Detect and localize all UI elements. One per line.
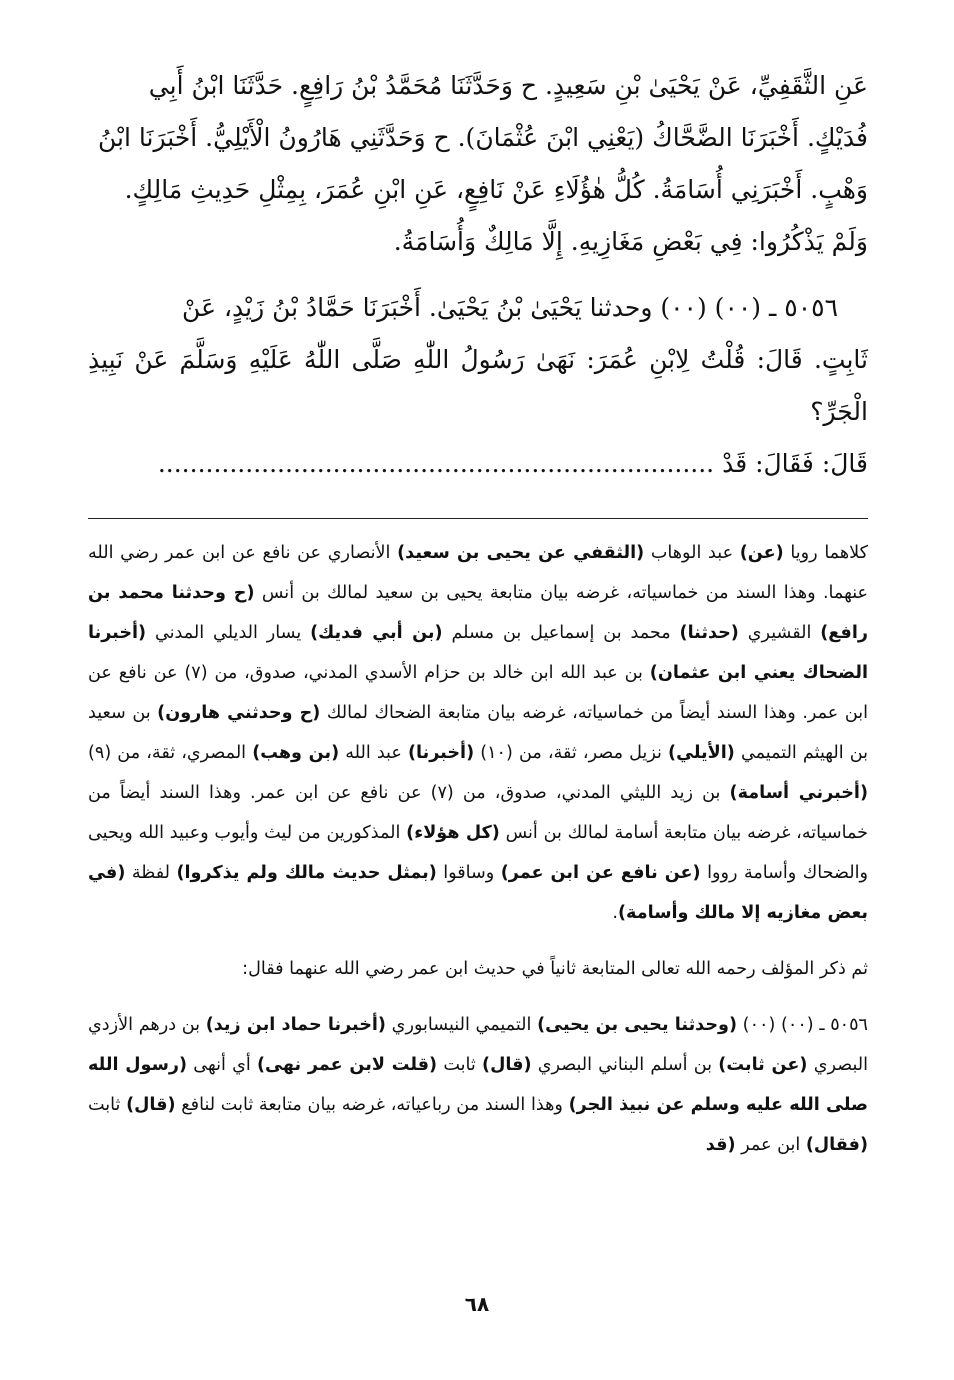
- commentary-paragraph: [88, 1005, 868, 1165]
- text-run: الأنصاري عن نافع عن ابن عمر رضي الله عنهما. وهذا السند من خماسياته، غرضه بيان متابعة يحيى بن سعيد لمالك بن أنس: [88, 543, 868, 603]
- hadith-entry-line: ٥٠٥٦ ـ (٠٠) (٠٠) وحدثنا يَحْيَىٰ بْنُ يَحْيَىٰ. أَخْبَرَنَا حَمَّادُ بْنُ زَيْدٍ، عَنْ: [182, 293, 838, 322]
- bold-text-run: (أخبرني أسامة): [729, 783, 869, 803]
- text-run: عبد الوهاب: [644, 543, 740, 563]
- bold-text-run: (عن ثابت): [718, 1055, 808, 1075]
- text-run: .: [612, 903, 619, 923]
- bold-text-run: (رسول الله صلى الله عليه وسلم عن نبيذ الجر): [88, 1055, 868, 1115]
- bold-text-run: (حدثنا): [679, 623, 739, 643]
- hadith-text: [88, 60, 868, 490]
- bold-text-run: (أخبرنا): [407, 743, 475, 763]
- hadith-entry-line: ثَابِتٍ. قَالَ: قُلْتُ لِابْنِ عُمَرَ: نَهَىٰ رَسُولُ اللّٰهِ صَلَّى اللّٰهُ عَلَيْهِ وَسَلَّمَ عَنْ نَبِيذِ الْجَرِّ؟: [88, 345, 868, 426]
- text-run: وساقوا: [436, 863, 501, 883]
- footnote-divider: [88, 518, 868, 519]
- bold-text-run: (كل هؤلاء): [406, 823, 500, 843]
- book-page: [88, 60, 868, 1165]
- hadith-line: وَلَمْ يَذْكُرُوا: فِي بَعْضِ مَغَازِيهِ. إِلَّا مَالِكٌ وَأُسَامَةُ.: [393, 227, 868, 256]
- text-run: كلاهما رويا: [783, 543, 868, 563]
- bold-text-run: (قد: [705, 1135, 736, 1155]
- bold-text-run: (فقال): [805, 1135, 868, 1155]
- commentary: [88, 533, 868, 1165]
- bold-text-run: (بمثل حديث مالك ولم يذكروا): [176, 863, 437, 883]
- bold-text-run: (قلت لابن عمر نهى): [257, 1055, 438, 1075]
- hadith-line: فُدَيْكٍ. أَخْبَرَنَا الضَّحَّاكُ (يَعْنِي ابْنَ عُثْمَانَ). ح وَحَدَّثَنِي هَارُونُ الْأَيْلِيُّ. أَخْبَرَنَا ابْنُ: [98, 123, 868, 152]
- text-run: القشيري: [738, 623, 821, 643]
- text-run: وهذا السند من رباعياته، غرضه بيان متابعة ثابت لنافع: [175, 1095, 569, 1115]
- bold-text-run: (قال): [482, 1055, 532, 1075]
- text-run: عبد الله: [339, 743, 408, 763]
- commentary-paragraph: [88, 533, 868, 933]
- text-run: بن سعيد بن الهيثم التميمي: [88, 703, 869, 763]
- bold-text-run: (الأيلي): [668, 743, 735, 763]
- bold-text-run: (بن وهب): [252, 743, 340, 763]
- bold-text-run: (عن نافع عن ابن عمر): [500, 863, 701, 883]
- bold-text-run: (بن أبي فديك): [310, 623, 443, 643]
- text-run: ابن عمر: [735, 1135, 806, 1155]
- bold-text-run: (أخبرنا حماد ابن زيد): [205, 1015, 386, 1035]
- text-run: المصري، ثقة، من (٩): [88, 743, 253, 763]
- bold-text-run: (ح وحدثني هارون): [157, 703, 321, 723]
- page-number: ٦٨: [464, 1292, 490, 1316]
- hadith-line: وَهْبٍ. أَخْبَرَنِي أُسَامَةُ. كُلُّ هٰؤُلَاءِ عَنْ نَافِعٍ، عَنِ ابْنِ عُمَرَ، بِمِثْلِ حَدِيثِ مَالِكٍ.: [124, 175, 868, 204]
- text-run: ثابت: [88, 1095, 127, 1115]
- commentary-paragraph: [88, 949, 868, 989]
- bold-text-run: (وحدثنا يحيى بن يحيى): [537, 1015, 737, 1035]
- text-run: محمد بن إسماعيل بن مسلم: [442, 623, 680, 643]
- bold-text-run: (أخبرنا الضحاك يعني ابن عثمان): [88, 623, 868, 683]
- bold-text-run: (قال): [126, 1095, 176, 1115]
- text-run: التميمي النيسابوري: [385, 1015, 538, 1035]
- text-run: بن زيد الليثي المدني، صدوق، من (٧) عن نافع عن ابن عمر. وهذا السند أيضاً من خماسياته، غرضه بيان متابعة أسامة لمالك بن أنس: [88, 783, 868, 843]
- bold-text-run: (عن): [739, 543, 784, 563]
- text-run: نزيل مصر، ثقة، من (١٠): [474, 743, 669, 763]
- text-run: لفظة: [125, 863, 177, 883]
- bold-text-run: (في بعض مغازيه إلا مالك وأسامة): [88, 863, 868, 923]
- text-run: أي أنهى: [187, 1055, 258, 1075]
- text-run: ٥٠٥٦ ـ (٠٠) (٠٠): [737, 1015, 869, 1035]
- bold-text-run: (ح وحدثنا محمد بن رافع): [88, 583, 868, 643]
- text-run: المذكورين من ليث وأيوب وعبيد الله ويحيى والضحاك وأسامة رووا: [88, 823, 869, 883]
- text-run: يسار الديلي المدني: [146, 623, 311, 643]
- text-run: بن أسلم البناني البصري: [531, 1055, 719, 1075]
- text-run: ثابت: [437, 1055, 483, 1075]
- text-run: بن درهم الأزدي البصري: [88, 1015, 869, 1075]
- text-run: ثم ذكر المؤلف رحمه الله تعالى المتابعة ثانياً في حديث ابن عمر رضي الله عنهما فقال:: [242, 959, 868, 979]
- text-run: بن عبد الله ابن خالد بن حزام الأسدي المدني، صدوق، من (٧) عن نافع عن ابن عمر. وهذا السند أيضاً من خماسياته، غرضه بيان متابعة الضحاك لمالك: [88, 663, 869, 723]
- hadith-entry-line: قَالَ: فَقَالَ: قَدْ ......................................................................: [157, 449, 868, 478]
- bold-text-run: (الثقفي عن يحيى بن سعيد): [397, 543, 645, 563]
- hadith-line: عَنِ الثَّقَفِيِّ، عَنْ يَحْيَىٰ بْنِ سَعِيدٍ. ح وَحَدَّثَنَا مُحَمَّدُ بْنُ رَافِعٍ. حَدَّثَنَا ابْنُ أَبِي: [148, 71, 868, 100]
